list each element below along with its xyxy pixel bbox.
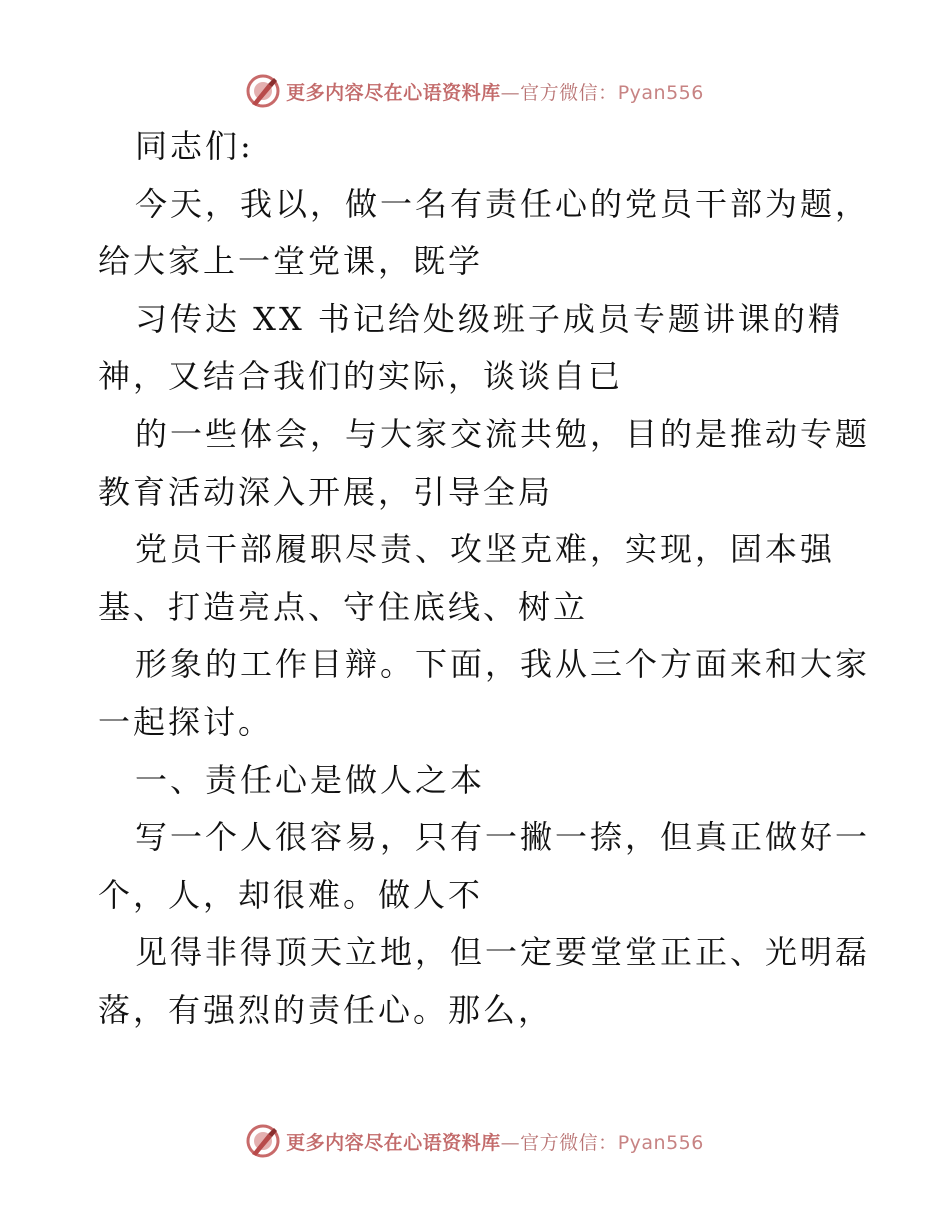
text-line: 习传达 XX 书记给处级班子成员专题讲课的精	[135, 299, 843, 338]
pen-logo-icon	[246, 74, 280, 108]
watermark-dash: —	[500, 1131, 521, 1154]
watermark-name: 更多内容尽在心语资料库	[286, 1131, 501, 1154]
text-line: 同志们:	[135, 127, 254, 165]
text-line: 神，又结合我们的实际，谈谈自已	[98, 357, 624, 396]
text-line: 见得非得顶天立地，但一定要堂堂正正、光明磊	[135, 933, 871, 972]
watermark-name: 更多内容尽在心语资料库	[286, 81, 501, 104]
watermark-label: 官方微信：	[520, 1131, 618, 1154]
text-line: 给大家上一堂党课，既学	[98, 242, 484, 281]
section-heading: 一、责任心是做人之本	[135, 760, 486, 799]
document-body	[98, 118, 871, 1040]
watermark-text	[286, 1128, 704, 1155]
watermark-id: Pyan556	[617, 1131, 704, 1154]
text-line: 教育活动深入开展，引导全局	[98, 472, 554, 511]
text-line: 形象的工作目辩。下面，我从三个方面来和大家	[135, 645, 871, 684]
text-line: 落，有强烈的责任心。那么，	[98, 990, 554, 1029]
text-line: 的一些体会，与大家交流共勉，目的是推动专题	[135, 414, 871, 453]
text-line: 基、打造亮点、守住底线、树立	[98, 587, 589, 626]
watermark-id: Pyan556	[617, 81, 704, 104]
header-watermark	[0, 71, 950, 111]
footer-watermark	[0, 1121, 950, 1161]
text-line: 一起探讨。	[98, 702, 274, 741]
watermark-dash: —	[500, 81, 521, 104]
watermark-text	[286, 78, 704, 105]
text-line: 今天，我以，做一名有责任心的党员干部为题，	[135, 184, 871, 223]
text-line: 党员干部履职尽责、攻坚克难，实现，固本强	[135, 530, 836, 569]
watermark-label: 官方微信：	[520, 81, 618, 104]
text-line: 个，人，却很难。做人不	[98, 875, 484, 914]
text-line: 写一个人很容易，只有一撇一捺，但真正做好一	[135, 818, 871, 857]
pen-logo-icon	[246, 1124, 280, 1158]
